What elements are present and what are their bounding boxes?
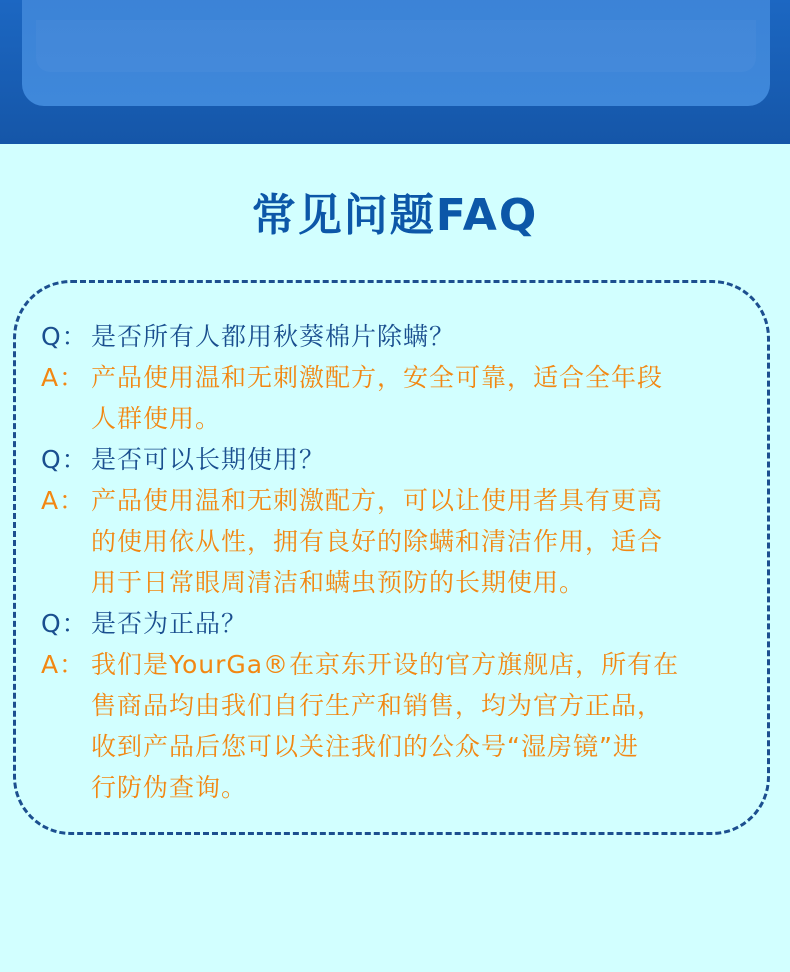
faq-question-1 — [41, 316, 741, 357]
faq-answer-1 — [41, 357, 741, 439]
faq-answer-3 — [41, 644, 741, 808]
question-prefix: Q： — [41, 609, 88, 638]
faq-question-3 — [41, 603, 741, 644]
faq-list — [41, 316, 741, 808]
top-card-inner — [36, 20, 756, 72]
answer-prefix: A： — [41, 650, 86, 679]
faq-title: 常见问题FAQ — [251, 190, 539, 241]
question-prefix: Q： — [41, 322, 88, 351]
faq-answer-2 — [41, 480, 741, 603]
question-text: 是否所有人都用秋葵棉片除螨？ — [91, 322, 456, 351]
top-banner — [0, 0, 790, 144]
question-text: 是否为正品？ — [91, 609, 248, 638]
answer-text: 产品使用温和无刺激配方，安全可靠，适合全年段 人群使用。 — [91, 363, 664, 433]
answer-text: 产品使用温和无刺激配方，可以让使用者具有更高 的使用依从性，拥有良好的除螨和清洁作用，适合 用于日常眼周清洁和螨虫预防的长期使用。 — [91, 486, 664, 597]
faq-question-2 — [41, 439, 741, 480]
top-card — [22, 0, 770, 106]
answer-prefix: A： — [41, 363, 86, 392]
question-text: 是否可以长期使用？ — [91, 445, 326, 474]
answer-text: 我们是YourGa®在京东开设的官方旗舰店，所有在 售商品均由我们自行生产和销售，均为官方正品， 收到产品后您可以关注我们的公众号“湿房镜”进 行防伪查询。 — [91, 650, 680, 802]
question-prefix: Q： — [41, 445, 88, 474]
answer-prefix: A： — [41, 486, 86, 515]
